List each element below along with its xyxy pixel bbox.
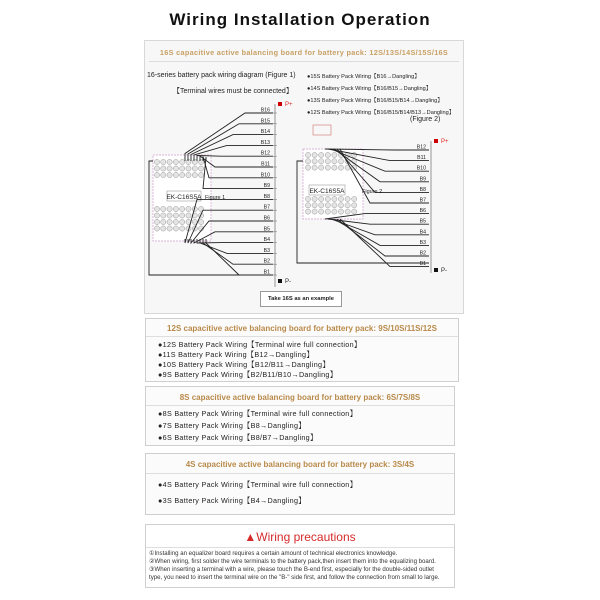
battery-cell	[180, 226, 185, 231]
battery-cell	[199, 219, 204, 224]
pplus-terminal-fig1	[278, 102, 282, 106]
pplus-terminal-fig2	[434, 139, 438, 143]
battery-cell	[305, 165, 310, 170]
battery-cell	[186, 213, 191, 218]
b-label: B10	[260, 172, 270, 179]
b-label: B9	[263, 183, 270, 190]
battery-cell	[338, 165, 343, 170]
pplus-fig2: P+	[441, 139, 449, 145]
note-15s: ●15S Battery Pack Wiring【B16→Dangling】	[307, 74, 420, 80]
battery-cell	[305, 203, 310, 208]
battery-cell	[180, 213, 185, 218]
battery-cell	[161, 172, 166, 177]
battery-cell	[338, 203, 343, 208]
b-label: B7	[263, 204, 270, 211]
battery-cell	[312, 165, 317, 170]
battery-cell	[180, 219, 185, 224]
battery-cell	[161, 226, 166, 231]
section-4s-header: 4S capacitive active balancing board for battery pack: 3S/4S	[185, 460, 415, 469]
b-label: B5	[419, 218, 426, 225]
section-12s-header: 12S capacitive active balancing board for battery pack: 9S/10S/11S/12S	[167, 324, 437, 333]
b-label: B15	[260, 118, 270, 125]
battery-cell	[319, 203, 324, 208]
b-label: B2	[419, 250, 426, 257]
b-label: B6	[419, 208, 426, 215]
item-6s: ●6S Battery Pack Wiring【B8/B7→Dangling】	[158, 433, 318, 442]
battery-cell	[199, 166, 204, 171]
wire	[334, 219, 429, 245]
pminus-fig2: P-	[441, 268, 447, 274]
battery-cell	[180, 172, 185, 177]
battery-cell	[173, 219, 178, 224]
example-box	[260, 291, 342, 307]
battery-cell	[319, 165, 324, 170]
battery-cell	[312, 159, 317, 164]
battery-cell	[352, 196, 357, 201]
battery-cell	[332, 209, 337, 214]
figure2-label: Figure 2	[362, 189, 383, 195]
battery-cell	[167, 226, 172, 231]
page-title: Wiring Installation Operation	[169, 10, 431, 29]
battery-cell	[173, 213, 178, 218]
precaution-line-2: ②When wiring, first solder the wire terminals to the battery pack,then insert them into the equalizing board.	[149, 558, 436, 565]
b-label: B1	[419, 261, 426, 268]
board-label-fig2: EK-C16S5A	[309, 188, 345, 195]
battery-cell	[325, 196, 330, 201]
battery-cell	[173, 159, 178, 164]
battery-cell	[154, 219, 159, 224]
battery-cell	[173, 166, 178, 171]
battery-cell	[192, 166, 197, 171]
b-label: B14	[260, 129, 270, 136]
b-label: B11	[417, 155, 426, 162]
precaution-line-3: ③When inserting a terminal with a wire, please touch the B-end first, especially for the double-sided outlet	[149, 566, 434, 573]
board-label-fig1: EK-C16S5A	[166, 194, 202, 201]
section-8s-header: 8S capacitive active balancing board for battery pack: 6S/7S/8S	[179, 393, 421, 402]
divider	[146, 547, 454, 548]
b-labels-fig1	[261, 108, 270, 276]
item-9s: ●9S Battery Pack Wiring【B2/B11/B10→Dangling】	[158, 370, 338, 379]
battery-cell	[338, 209, 343, 214]
note-12s: ●12S Battery Pack Wiring【B16/B15/B14/B13→Dangling】	[307, 110, 455, 116]
panel-16s	[144, 40, 464, 314]
b-label: B8	[263, 193, 270, 200]
battery-cell	[161, 213, 166, 218]
panel-16s-header: 16S capacitive active balancing board for battery pack: 12S/13S/14S/15S/16S	[159, 48, 449, 57]
battery-cell	[332, 196, 337, 201]
battery-cell	[161, 159, 166, 164]
note-14s: ●14S Battery Pack Wiring【B16/B15→Dangling】	[307, 86, 432, 92]
battery-cell	[167, 219, 172, 224]
b-label: B1	[263, 269, 270, 276]
b-label: B9	[419, 176, 426, 183]
battery-cell	[167, 159, 172, 164]
divider	[146, 336, 458, 337]
item-4s: ●4S Battery Pack Wiring【Terminal wire full connection】	[158, 480, 358, 489]
precautions-title: ▲Wiring precautions	[244, 530, 356, 544]
pminus-terminal-fig2	[434, 268, 438, 272]
battery-cell	[332, 159, 337, 164]
item-10s: ●10S Battery Pack Wiring【B12/B11→Dangling】	[158, 360, 330, 369]
battery-cell	[319, 152, 324, 157]
battery-cell	[345, 196, 350, 201]
precaution-line-1: ①Installing an equalizer board requires a certain amount of technical electronics knowledge.	[149, 550, 398, 557]
battery-cell	[332, 165, 337, 170]
battery-cell	[305, 196, 310, 201]
battery-cell	[161, 166, 166, 171]
item-7s: ●7S Battery Pack Wiring【B8→Dangling】	[158, 421, 306, 430]
b-label: B10	[416, 165, 426, 172]
battery-cell	[167, 172, 172, 177]
b-label: B3	[419, 239, 426, 246]
battery-cell	[154, 172, 159, 177]
battery-cell	[319, 159, 324, 164]
diagram-caption: 16-series battery pack wiring diagram (Figure 1)	[147, 72, 296, 79]
battery-cell	[352, 209, 357, 214]
b-label: B4	[263, 237, 270, 244]
battery-cell	[345, 209, 350, 214]
wiring-diagram	[145, 41, 463, 313]
wire	[340, 219, 429, 267]
item-8s: ●8S Battery Pack Wiring【Terminal wire full connection】	[158, 409, 358, 418]
battery-cell	[167, 166, 172, 171]
battery-cell	[154, 226, 159, 231]
battery-cell	[186, 159, 191, 164]
figure2-caption: (Figure 2)	[410, 116, 441, 123]
item-11s: ●11S Battery Pack Wiring【B12→Dangling】	[158, 350, 314, 359]
battery-cell	[319, 196, 324, 201]
battery-cell	[199, 172, 204, 177]
section-12s	[145, 318, 459, 382]
battery-cell	[161, 206, 166, 211]
battery-cell	[305, 159, 310, 164]
precautions-section	[145, 524, 455, 588]
b-label: B7	[419, 197, 426, 204]
item-3s: ●3S Battery Pack Wiring【B4→Dangling】	[158, 496, 306, 505]
battery-cell	[180, 206, 185, 211]
battery-cell	[352, 203, 357, 208]
divider	[146, 405, 454, 406]
b-label: B16	[260, 107, 270, 114]
battery-cell	[186, 172, 191, 177]
battery-cell	[312, 209, 317, 214]
b-label: B12	[416, 144, 426, 151]
section-8s	[145, 386, 455, 446]
note-13s: ●13S Battery Pack Wiring【B16/B15/B14→Dangling】	[307, 98, 443, 104]
pminus-terminal-fig1	[278, 279, 282, 283]
battery-cell	[305, 152, 310, 157]
battery-cell	[325, 159, 330, 164]
battery-cell	[352, 165, 357, 170]
battery-cell	[192, 172, 197, 177]
battery-cell	[345, 203, 350, 208]
battery-cell	[325, 165, 330, 170]
battery-cell	[312, 196, 317, 201]
item-12s: ●12S Battery Pack Wiring【Terminal wire full connection】	[158, 340, 362, 349]
pplus-fig1: P+	[285, 102, 293, 108]
battery-cell	[173, 206, 178, 211]
battery-cell	[173, 226, 178, 231]
battery-cell	[180, 159, 185, 164]
battery-cell	[180, 166, 185, 171]
battery-cell	[186, 206, 191, 211]
battery-cell	[332, 152, 337, 157]
precaution-line-4: type, you need to insert the terminal wire on the "B-" side first, and follow the connection from small to large.	[149, 574, 440, 581]
battery-cell	[325, 203, 330, 208]
battery-cell	[161, 219, 166, 224]
battery-cell	[312, 203, 317, 208]
b-label: B6	[263, 215, 270, 222]
battery-cell	[305, 209, 310, 214]
battery-cell	[332, 203, 337, 208]
b-label: B12	[260, 150, 270, 157]
pminus-fig1: P-	[285, 279, 291, 285]
b-label: B11	[261, 161, 270, 168]
section-4s	[145, 453, 455, 515]
divider	[146, 473, 454, 474]
battery-cell	[154, 166, 159, 171]
dangling-marker	[313, 125, 331, 135]
b-label: B3	[263, 247, 270, 254]
battery-cell	[173, 172, 178, 177]
b-label: B8	[419, 186, 426, 193]
battery-cell	[338, 196, 343, 201]
b-label: B13	[260, 139, 270, 146]
battery-cell	[154, 206, 159, 211]
example-label: Take 16S as an example	[268, 296, 334, 302]
b-label: B4	[419, 229, 426, 236]
battery-cell	[154, 213, 159, 218]
battery-cell	[338, 159, 343, 164]
b-label: B2	[263, 258, 270, 265]
battery-cell	[325, 152, 330, 157]
b-label: B5	[263, 226, 270, 233]
battery-cell	[325, 209, 330, 214]
battery-cell	[167, 213, 172, 218]
battery-cell	[154, 159, 159, 164]
battery-cell	[312, 152, 317, 157]
battery-cell	[186, 166, 191, 171]
figure1-label: Figure 1	[205, 195, 226, 201]
b-labels-fig2	[417, 145, 426, 268]
battery-cell	[167, 206, 172, 211]
battery-cell	[319, 209, 324, 214]
terminal-note: 【Terminal wires must be connected】	[173, 88, 293, 95]
